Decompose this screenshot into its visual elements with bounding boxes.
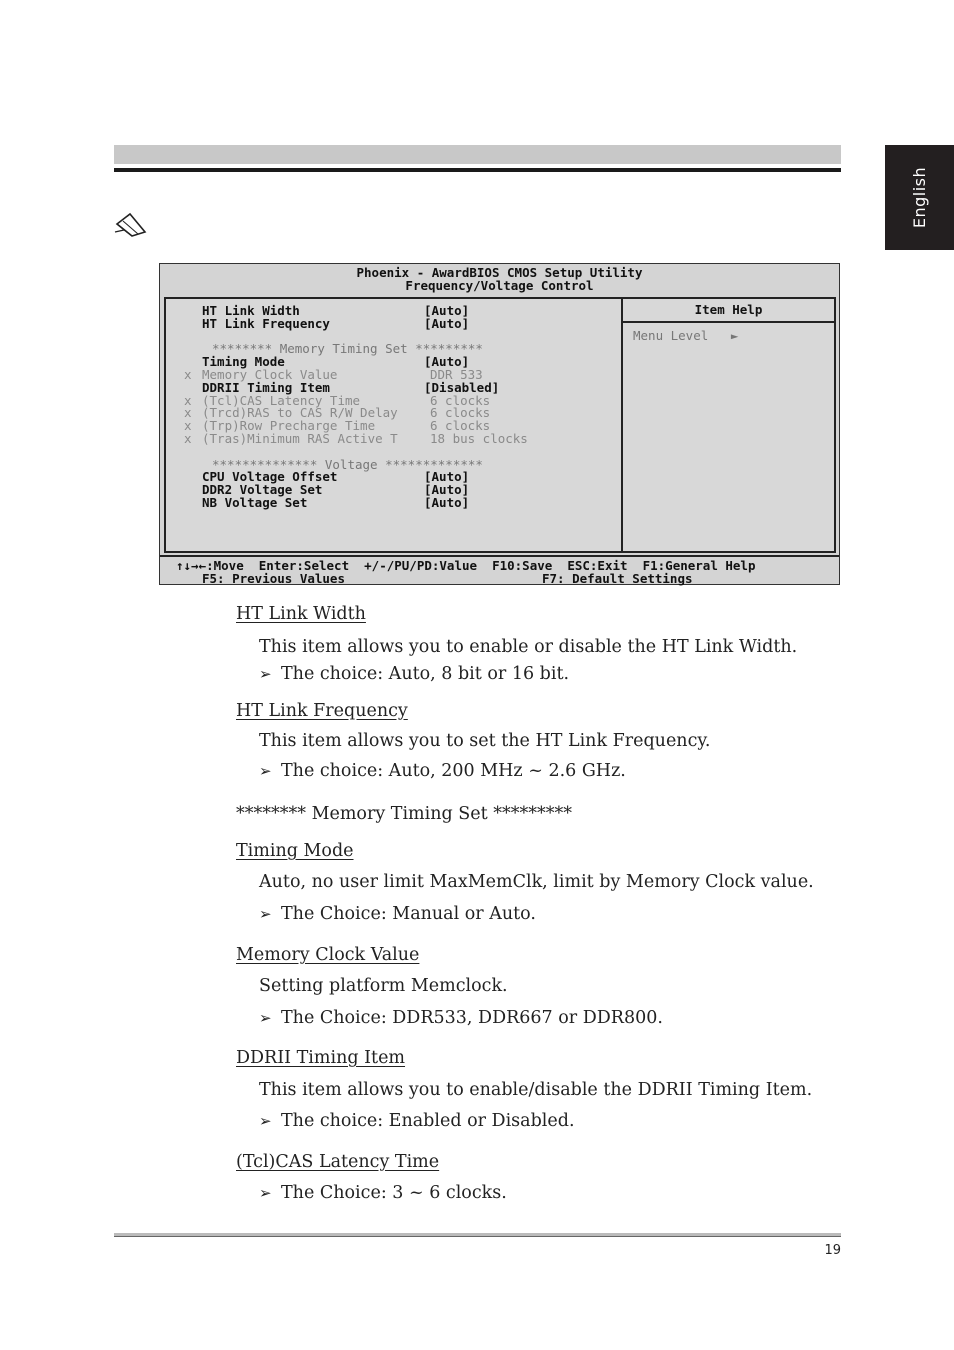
header-black-rule: [114, 168, 841, 172]
item-help-title: Item Help: [623, 299, 834, 323]
choice-text: The Choice: Manual or Auto.: [281, 904, 536, 924]
bios-setting-label: Timing Mode: [202, 354, 285, 370]
desc-ddrii-timing-item: This item allows you to enable/disable the DDRII Timing Item.: [259, 1080, 813, 1100]
arrow-icon: ➢: [259, 1112, 272, 1130]
heading-memory-clock-value: Memory Clock Value: [236, 945, 420, 965]
bios-setting-label: ******** Memory Timing Set *********: [212, 341, 483, 357]
desc-timing-mode: Auto, no user limit MaxMemClk, limit by Memory Clock value.: [259, 872, 814, 892]
heading-cas-latency-time: (Tcl)CAS Latency Time: [236, 1152, 440, 1172]
memory-timing-set-divider: ******** Memory Timing Set *********: [236, 804, 572, 824]
menu-level-label: Menu Level ►: [633, 328, 739, 343]
desc-ht-link-width: This item allows you to enable or disable the HT Link Width.: [259, 637, 798, 657]
bios-setting-value[interactable]: [Auto]: [424, 315, 470, 331]
bios-footer: [160, 555, 839, 587]
bios-setting-value[interactable]: [Auto]: [424, 303, 470, 318]
bios-footer-keys: ↑↓→←:Move Enter:Select +/-/PU/PD:Value F10:Save ESC:Exit F1:General Help: [176, 558, 756, 573]
bios-setting-label: (Tcl)CAS Latency Time: [202, 392, 361, 408]
bios-setting-value[interactable]: [Auto]: [424, 354, 470, 370]
choice-cas-latency-time: [259, 1183, 507, 1203]
bios-title: Phoenix - AwardBIOS CMOS Setup Utility: [356, 265, 643, 280]
heading-ht-link-width: HT Link Width: [236, 604, 366, 624]
choice-text: The Choice: 3 ~ 6 clocks.: [281, 1183, 507, 1203]
desc-ht-link-frequency: This item allows you to set the HT Link Frequency.: [259, 731, 711, 751]
choice-text: The choice: Auto, 8 bit or 16 bit.: [281, 664, 570, 684]
bios-setting-label: (Trp)Row Precharge Time: [202, 418, 376, 434]
bios-disabled-mark: x: [184, 366, 192, 382]
bios-setting-label: Memory Clock Value: [202, 366, 338, 382]
bios-setting-value: 6 clocks: [430, 392, 491, 408]
footer-rule: [114, 1233, 841, 1237]
choice-ddrii-timing-item: [259, 1111, 575, 1131]
bios-setting-label: (Tras)Minimum RAS Active T: [202, 430, 398, 446]
bios-setting-label: DDR2 Voltage Set: [202, 482, 323, 498]
page-number: 19: [824, 1243, 841, 1258]
bios-help-pane: [621, 299, 834, 551]
bios-setting-value[interactable]: [Disabled]: [424, 379, 500, 395]
header-gray-bar: [114, 145, 841, 164]
bios-settings-pane: [166, 299, 621, 551]
arrow-icon: ➢: [259, 665, 272, 683]
bios-disabled-mark: x: [184, 392, 192, 408]
bios-setting-value[interactable]: [Auto]: [424, 482, 470, 498]
bios-disabled-mark: x: [184, 418, 192, 434]
choice-text: The choice: Auto, 200 MHz ~ 2.6 GHz.: [281, 761, 626, 781]
desc-memory-clock-value: Setting platform Memclock.: [259, 976, 508, 996]
bios-setting-label: (Trcd)RAS to CAS R/W Delay: [202, 405, 398, 421]
heading-ddrii-timing-item: DDRII Timing Item: [236, 1048, 406, 1068]
bios-setting-label: HT Link Width: [202, 303, 300, 318]
heading-timing-mode: Timing Mode: [236, 841, 354, 861]
arrow-icon: ➢: [259, 1009, 272, 1027]
bios-screenshot: [159, 263, 840, 585]
arrow-icon: ➢: [259, 905, 272, 923]
note-pen-icon: [114, 210, 148, 238]
language-tab-label: English: [910, 166, 929, 229]
choice-timing-mode: [259, 904, 536, 924]
bios-setting-label: HT Link Frequency: [202, 315, 330, 331]
language-tab: [885, 145, 954, 250]
choice-ht-link-width: [259, 664, 569, 684]
arrow-icon: ➢: [259, 762, 272, 780]
bios-disabled-mark: x: [184, 405, 192, 421]
bios-setting-label: DDRII Timing Item: [202, 379, 330, 395]
choice-text: The Choice: DDR533, DDR667 or DDR800.: [281, 1008, 663, 1028]
arrow-icon: ➢: [259, 1184, 272, 1202]
choice-ht-link-frequency: [259, 761, 626, 781]
bios-subtitle: Frequency/Voltage Control: [405, 278, 594, 293]
bios-setting-value[interactable]: [Auto]: [424, 469, 470, 485]
bios-setting-value: 6 clocks: [430, 418, 491, 434]
choice-text: The choice: Enabled or Disabled.: [281, 1111, 575, 1131]
bios-setting-value: 18 bus clocks: [430, 430, 528, 446]
choice-memory-clock-value: [259, 1008, 663, 1028]
bios-setting-label: NB Voltage Set: [202, 494, 308, 510]
heading-ht-link-frequency: HT Link Frequency: [236, 701, 408, 721]
bios-setting-value: DDR 533: [430, 366, 483, 382]
bios-setting-label: ************** Voltage *************: [212, 456, 483, 472]
bios-setting-value[interactable]: [Auto]: [424, 494, 470, 510]
bios-disabled-mark: x: [184, 430, 192, 446]
bios-setting-label: CPU Voltage Offset: [202, 469, 338, 485]
bios-footer-f7: F7: Default Settings: [542, 571, 693, 586]
bios-footer-f5: F5: Previous Values: [202, 571, 345, 586]
bios-main-panel: [164, 297, 836, 553]
bios-title-block: [160, 266, 839, 292]
bios-setting-value: 6 clocks: [430, 405, 491, 421]
